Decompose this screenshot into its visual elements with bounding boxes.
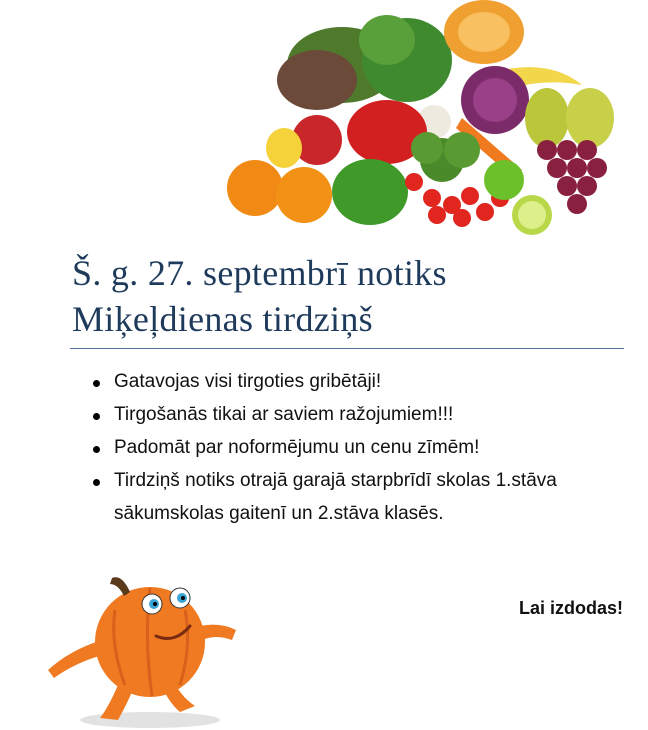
list-item	[88, 464, 628, 530]
bullet-icon	[93, 380, 100, 387]
closing-message: Lai izdodas!	[518, 598, 623, 618]
pumpkin-character-illustration	[40, 570, 250, 730]
list-item	[88, 398, 628, 431]
title-line-2: Miķeļdienas tirdziņš	[72, 299, 373, 339]
list-item	[88, 365, 628, 398]
announcement-list	[88, 365, 628, 530]
bullet-icon	[93, 413, 100, 420]
list-item-text: Gatavojas visi tirgoties gribētāji!	[114, 371, 382, 392]
title-underline	[70, 348, 624, 349]
vegetables-photo	[222, 0, 626, 242]
list-item-text: Tirgošanās tikai ar saviem ražojumiem!!!	[114, 404, 454, 425]
page-title	[72, 250, 632, 342]
title-line-1: Š. g. 27. septembrī notiks	[72, 253, 447, 293]
list-item	[88, 431, 628, 464]
list-item-text: Padomāt par noformējumu un cenu zīmēm!	[114, 437, 480, 458]
bullet-icon	[93, 479, 100, 486]
bullet-icon	[93, 446, 100, 453]
list-item-text: Tirdziņš notiks otrajā garajā starpbrīdī skolas 1.stāva sākumskolas gaitenī un 2.stāva klasēs.	[114, 470, 557, 524]
